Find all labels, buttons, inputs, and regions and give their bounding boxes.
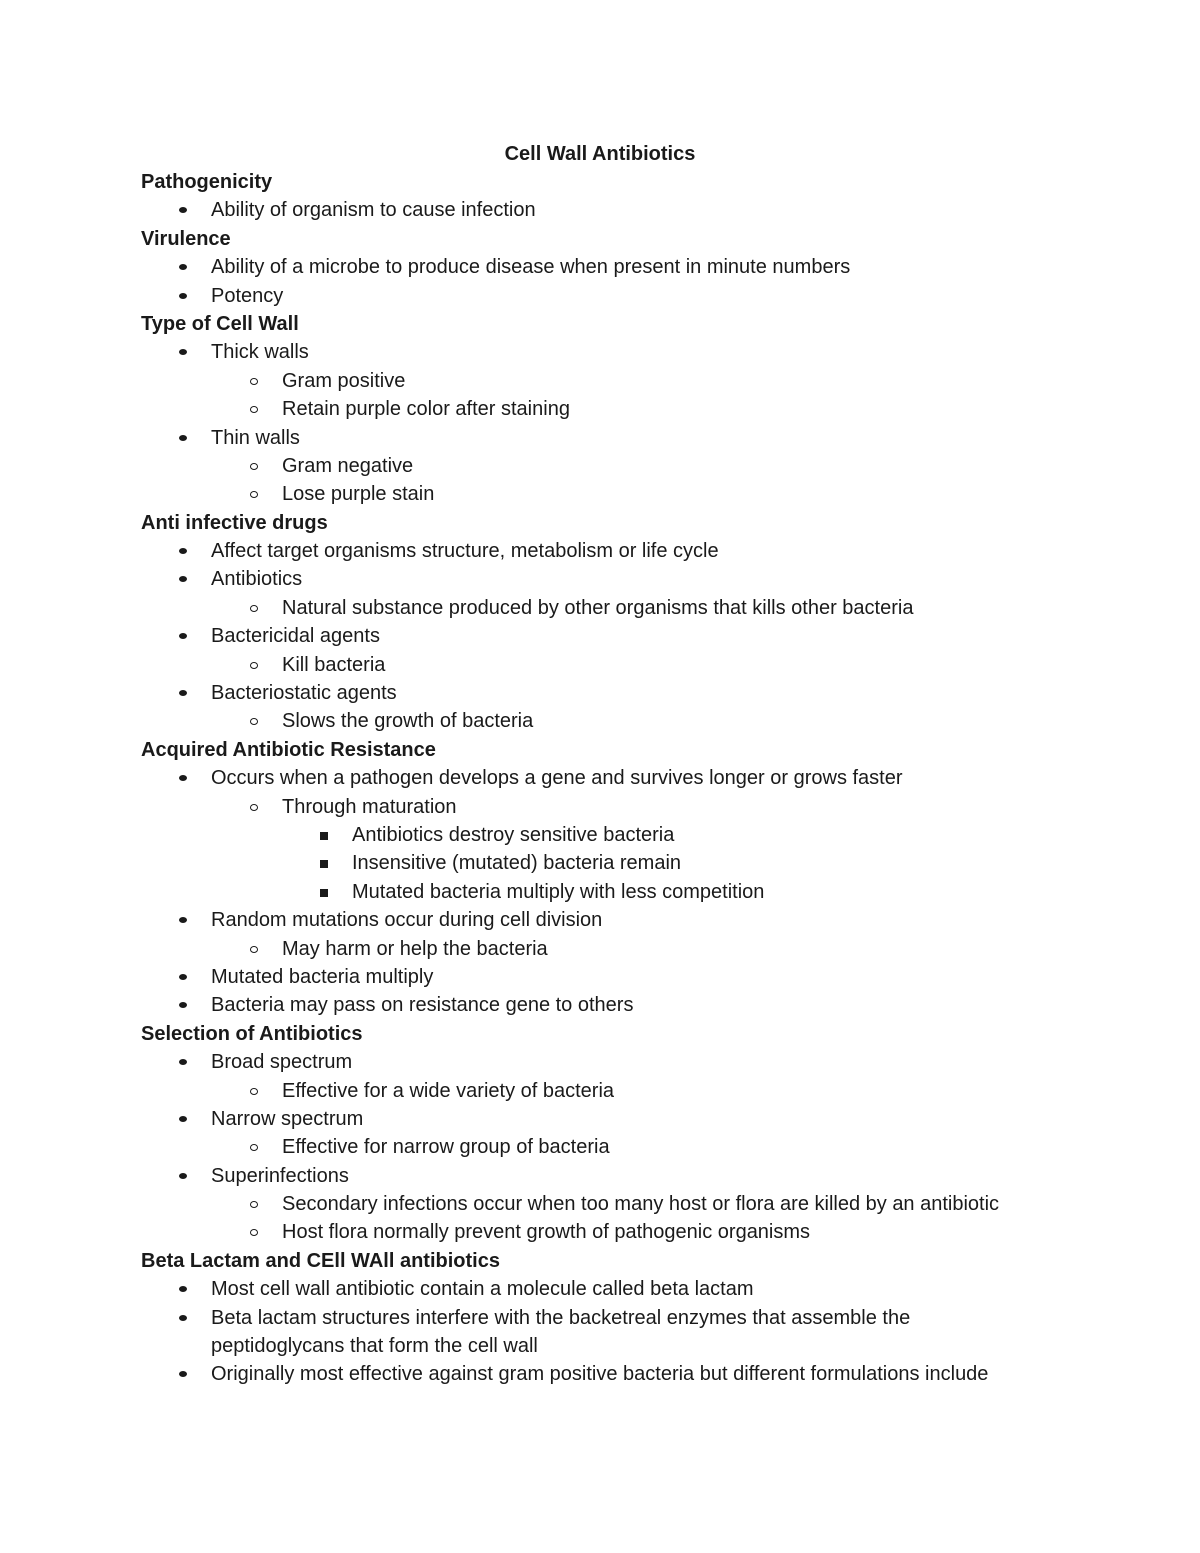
list-item-text: Bactericidal agents	[211, 625, 380, 648]
bullet-circle-icon	[250, 1201, 258, 1208]
list-item	[0, 849, 1200, 877]
document-body	[0, 168, 1200, 1389]
list-item	[0, 253, 1200, 281]
bullet-square-icon	[320, 889, 328, 897]
bullet-disc-icon	[179, 1315, 187, 1321]
list-item	[0, 707, 1200, 735]
bullet-disc-icon	[179, 576, 187, 582]
list-item-text: Retain purple color after staining	[282, 398, 570, 421]
list-item-text: Occurs when a pathogen develops a gene and survives longer or grows faster	[211, 767, 903, 790]
bullet-circle-icon	[250, 605, 258, 612]
list-item-text: Beta lactam structures interfere with the backetreal enzymes that assemble the	[211, 1306, 911, 1329]
list-item-text: Antibiotics	[211, 568, 303, 591]
section-heading: Beta Lactam and CEll WAll antibiotics	[141, 1249, 500, 1272]
list-item	[0, 1133, 1200, 1161]
list-item	[0, 367, 1200, 395]
section-heading: Type of Cell Wall	[141, 312, 299, 335]
list-item-text: Effective for a wide variety of bacteria	[282, 1079, 615, 1102]
list-item	[0, 935, 1200, 963]
list-item	[0, 537, 1200, 565]
list-item	[0, 622, 1200, 650]
section-heading: Acquired Antibiotic Resistance	[141, 738, 436, 761]
list-item-text: Host flora normally prevent growth of pathogenic organisms	[282, 1221, 811, 1244]
list-item-text: Most cell wall antibiotic contain a molecule called beta lactam	[211, 1278, 754, 1301]
list-item-text: Gram positive	[282, 369, 406, 392]
list-item	[0, 1162, 1200, 1190]
bullet-disc-icon	[179, 435, 187, 441]
list-item-text: Antibiotics destroy sensitive bacteria	[352, 823, 675, 846]
bullet-disc-icon	[179, 293, 187, 299]
list-item-text: Secondary infections occur when too many host or flora are killed by an antibiotic	[282, 1193, 1000, 1216]
bullet-disc-icon	[179, 1173, 187, 1179]
bullet-disc-icon	[179, 1002, 187, 1008]
bullet-disc-icon	[179, 207, 187, 213]
section-heading: Anti infective drugs	[141, 511, 328, 534]
list-item	[0, 565, 1200, 593]
bullet-circle-icon	[250, 406, 258, 413]
bullet-disc-icon	[179, 548, 187, 554]
bullet-disc-icon	[179, 349, 187, 355]
bullet-circle-icon	[250, 662, 258, 669]
list-item	[0, 1360, 1200, 1388]
list-item-text: Gram negative	[282, 454, 414, 477]
list-item-text: Broad spectrum	[211, 1051, 353, 1074]
list-item	[0, 452, 1200, 480]
document-title: Cell Wall Antibiotics	[504, 143, 696, 165]
list-item-text: Ability of a microbe to produce disease when present in minute numbers	[211, 256, 851, 279]
bullet-disc-icon	[179, 1286, 187, 1292]
list-item-text: Potency	[211, 284, 284, 307]
list-item	[0, 1077, 1200, 1105]
list-item	[0, 480, 1200, 508]
list-item-text: Bacteria may pass on resistance gene to others	[211, 994, 634, 1017]
list-item-text: Narrow spectrum	[211, 1107, 364, 1130]
bullet-circle-icon	[250, 1088, 258, 1095]
list-item-text: peptidoglycans that form the cell wall	[211, 1335, 538, 1358]
bullet-circle-icon	[250, 1144, 258, 1151]
list-item-text: Lose purple stain	[282, 483, 435, 506]
list-item	[0, 963, 1200, 991]
list-item	[0, 424, 1200, 452]
list-item	[0, 338, 1200, 366]
list-item-text: Ability of organism to cause infection	[211, 199, 536, 222]
bullet-disc-icon	[179, 264, 187, 270]
bullet-square-icon	[320, 832, 328, 840]
bullet-circle-icon	[250, 1229, 258, 1236]
list-item	[0, 1275, 1200, 1303]
list-item	[0, 793, 1200, 821]
list-item-text: May harm or help the bacteria	[282, 937, 548, 960]
list-item	[0, 1218, 1200, 1246]
list-item	[0, 679, 1200, 707]
bullet-disc-icon	[179, 917, 187, 923]
list-item	[0, 1048, 1200, 1076]
bullet-disc-icon	[179, 633, 187, 639]
section-heading: Pathogenicity	[141, 171, 273, 193]
list-item	[0, 991, 1200, 1019]
list-item-text: Slows the growth of bacteria	[282, 710, 534, 733]
bullet-square-icon	[320, 860, 328, 868]
section-heading: Selection of Antibiotics	[141, 1022, 363, 1045]
list-item-text: Insensitive (mutated) bacteria remain	[352, 852, 682, 875]
bullet-disc-icon	[179, 1371, 187, 1377]
list-item	[0, 906, 1200, 934]
bullet-circle-icon	[250, 463, 258, 470]
list-item-text: Kill bacteria	[282, 653, 386, 676]
list-item-text: Affect target organisms structure, metabolism or life cycle	[211, 540, 719, 563]
list-item	[0, 594, 1200, 622]
list-item-text: Mutated bacteria multiply	[211, 965, 434, 988]
bullet-circle-icon	[250, 804, 258, 811]
list-item	[0, 764, 1200, 792]
list-item	[0, 1304, 1200, 1332]
list-item-text: Effective for narrow group of bacteria	[282, 1136, 610, 1159]
list-item-text: Superinfections	[211, 1164, 349, 1187]
bullet-disc-icon	[179, 690, 187, 696]
bullet-circle-icon	[250, 718, 258, 725]
list-item-text: Originally most effective against gram positive bacteria but different formulations include	[211, 1363, 989, 1386]
bullet-circle-icon	[250, 378, 258, 385]
list-item-text: Random mutations occur during cell division	[211, 909, 603, 932]
list-item	[0, 196, 1200, 224]
list-item-text: Natural substance produced by other organisms that kills other bacteria	[282, 596, 914, 619]
bullet-disc-icon	[179, 974, 187, 980]
bullet-disc-icon	[179, 1059, 187, 1065]
list-item-text: Through maturation	[282, 795, 457, 818]
list-item-text: Mutated bacteria multiply with less competition	[352, 880, 765, 903]
list-item	[0, 1190, 1200, 1218]
section-heading: Virulence	[141, 227, 231, 250]
list-item	[0, 1105, 1200, 1133]
list-item-continuation	[0, 1332, 1200, 1360]
list-item	[0, 651, 1200, 679]
bullet-disc-icon	[179, 775, 187, 781]
bullet-circle-icon	[250, 946, 258, 953]
list-item	[0, 821, 1200, 849]
bullet-circle-icon	[250, 491, 258, 498]
list-item	[0, 878, 1200, 906]
list-item-text: Bacteriostatic agents	[211, 682, 397, 705]
list-item	[0, 395, 1200, 423]
list-item-text: Thin walls	[211, 426, 300, 449]
list-item	[0, 282, 1200, 310]
bullet-disc-icon	[179, 1116, 187, 1122]
list-item-text: Thick walls	[211, 341, 309, 364]
